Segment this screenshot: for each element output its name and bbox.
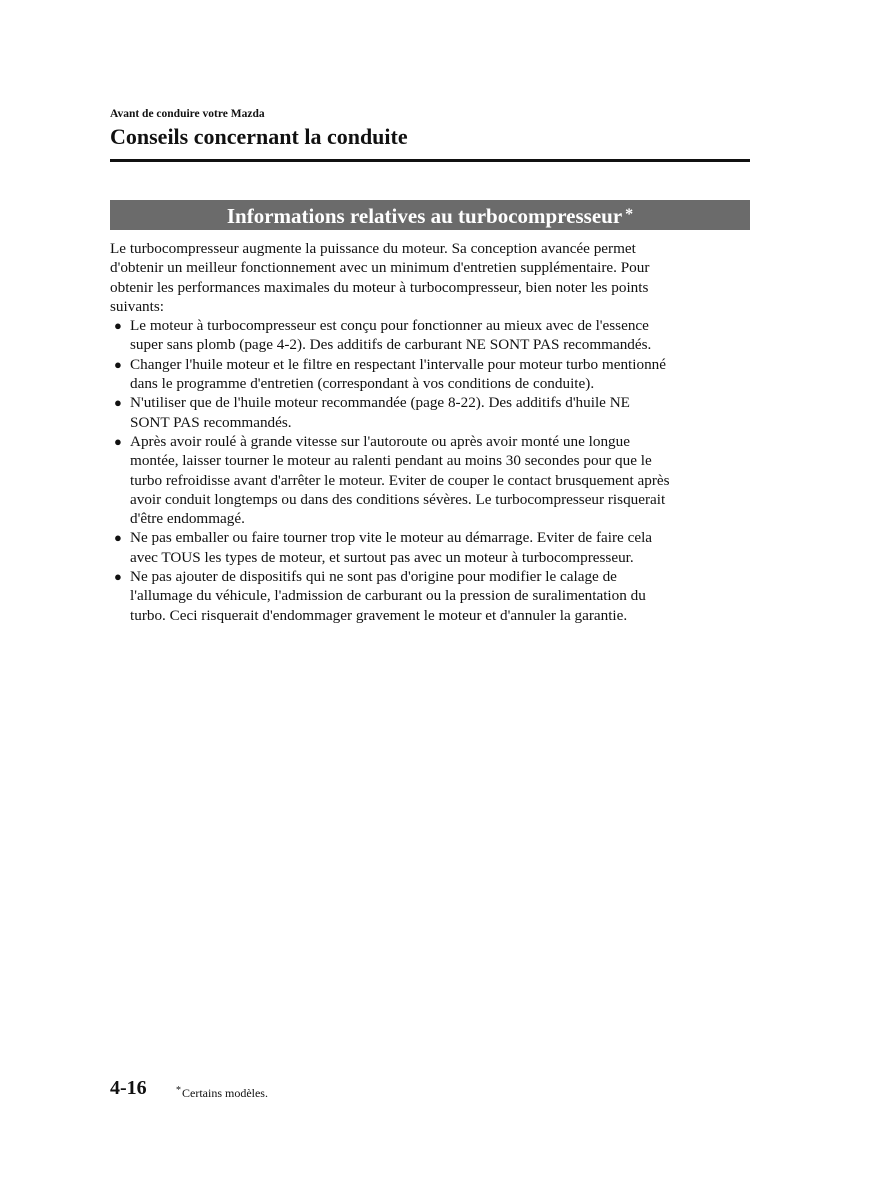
intro-line: obtenir les performances maximales du moteur à turbocompresseur, bien noter les points: [110, 278, 649, 296]
bullet-line: l'allumage du véhicule, l'admission de carburant ou la pression de suralimentation du: [130, 587, 646, 605]
header-rule: [110, 159, 750, 162]
bullet-line: Ne pas emballer ou faire tourner trop vite le moteur au démarrage. Eviter de faire cela: [130, 529, 653, 547]
bullet-line: Ne pas ajouter de dispositifs qui ne sont pas d'origine pour modifier le calage de: [130, 568, 617, 586]
list-item: [110, 432, 755, 528]
bullet-line: avec TOUS les types de moteur, et surtout pas avec un moteur à turbocompresseur.: [130, 548, 634, 566]
chapter-kicker: Avant de conduire votre Mazda: [110, 108, 265, 120]
bullet-line: dans le programme d'entretien (correspondant à vos conditions de conduite).: [130, 375, 595, 393]
bullet-line: avoir conduit longtemps ou dans des conditions sévères. Le turbocompresseur risquerait: [130, 490, 666, 508]
bullet-line: montée, laisser tourner le moteur au ralenti pendant au moins 30 secondes pour que le: [130, 452, 652, 470]
bullet-line: turbo. Ceci risquerait d'endommager gravement le moteur et d'annuler la garantie.: [130, 606, 628, 624]
list-item: [110, 355, 755, 394]
bullet-icon: ●: [114, 530, 122, 546]
bullet-icon: ●: [114, 395, 122, 411]
bullet-line: d'être endommagé.: [130, 510, 245, 528]
section-marker: *: [625, 206, 634, 223]
page-header: [110, 107, 750, 151]
bullet-line: turbo refroidisse avant d'arrêter le moteur. Eviter de couper le contact brusquement après: [130, 471, 670, 489]
list-item: [110, 393, 755, 432]
section-banner: [110, 200, 750, 230]
bullet-icon: ●: [114, 318, 122, 334]
body-text: [110, 239, 755, 625]
bullet-line: Changer l'huile moteur et le filtre en respectant l'intervalle pour moteur turbo mentionné: [130, 355, 667, 373]
list-item: [110, 528, 755, 567]
bullet-icon: ●: [114, 569, 122, 585]
page-title: Conseils concernant la conduite: [110, 124, 408, 149]
list-item: [110, 316, 755, 355]
list-item: [110, 567, 755, 625]
bullet-line: super sans plomb (page 4-2). Des additifs de carburant NE SONT PAS recommandés.: [130, 336, 652, 354]
section-title: Informations relatives au turbocompresseur: [226, 204, 623, 228]
intro-line: d'obtenir un meilleur fonctionnement avec un minimum d'entretien supplémentaire. Pour: [110, 259, 650, 277]
bullet-line: SONT PAS recommandés.: [130, 413, 292, 431]
bullet-line: Le moteur à turbocompresseur est conçu pour fonctionner au mieux avec de l'essence: [130, 317, 649, 335]
footnote-text: Certains modèles.: [182, 1086, 268, 1100]
bullet-line: N'utiliser que de l'huile moteur recommandée (page 8-22). Des additifs d'huile NE: [130, 394, 630, 412]
intro-line: Le turbocompresseur augmente la puissance du moteur. Sa conception avancée permet: [110, 240, 636, 257]
intro-line: suivants:: [110, 297, 165, 315]
page-footer: [110, 1075, 510, 1105]
bullet-list: [110, 316, 755, 625]
bullet-icon: ●: [114, 356, 122, 372]
bullet-icon: ●: [114, 433, 122, 449]
bullet-line: Après avoir roulé à grande vitesse sur l'autoroute ou après avoir monté une longue: [130, 432, 630, 450]
page-number: 4-16: [110, 1077, 147, 1099]
footnote-marker: *: [176, 1085, 181, 1096]
intro-paragraph: [110, 239, 755, 316]
footnote: [176, 1083, 268, 1101]
